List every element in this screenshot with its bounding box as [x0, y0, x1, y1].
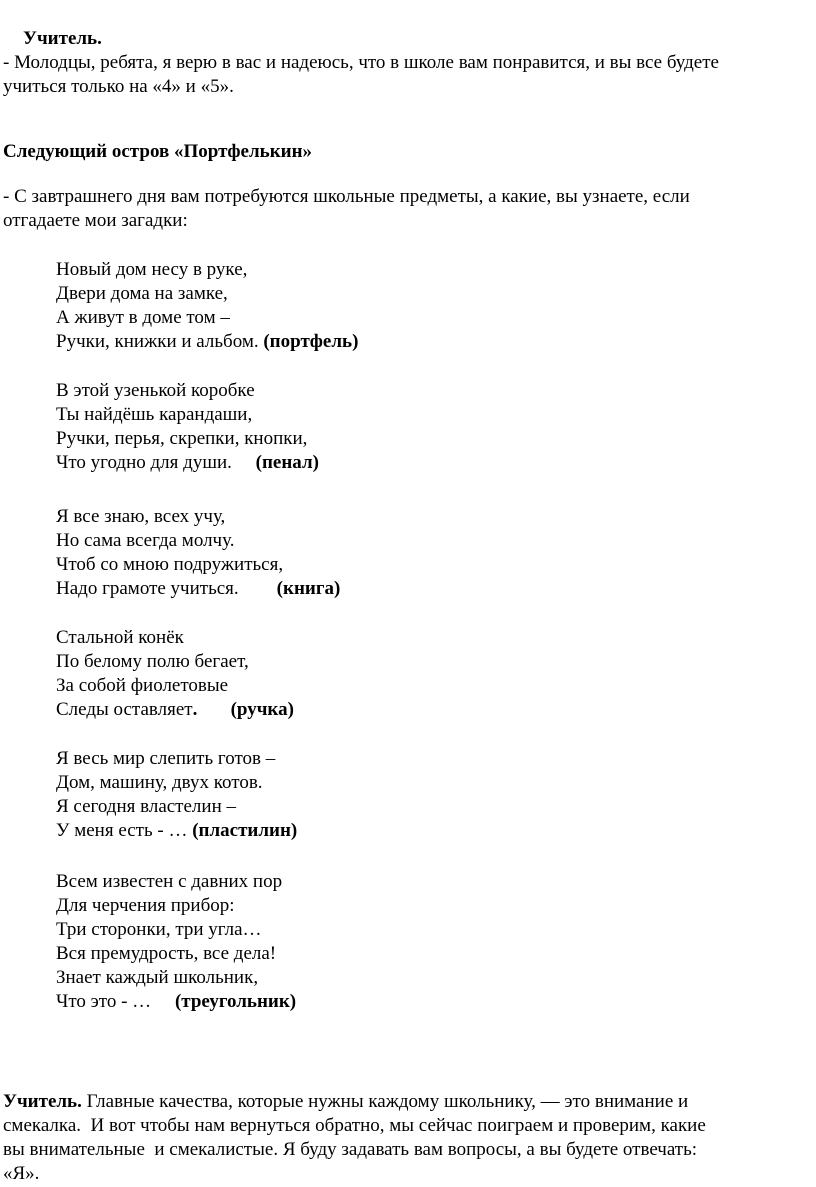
intro-speaker: Учитель. [23, 28, 102, 49]
riddle-line-text: Ручки, книжки и альбом. [56, 331, 264, 352]
riddle-ruchka [56, 626, 756, 722]
riddle-treugolnik [56, 870, 756, 1014]
final-line-rest: Главные качества, которые нужны каждому школьнику, — это внимание и [81, 1091, 689, 1112]
riddle-line: Знает каждый школьник, [56, 967, 259, 988]
riddle-line: Всем известен с давних пор [56, 871, 283, 892]
riddle-line: Новый дом несу в руке, [56, 259, 248, 280]
final-speaker: Учитель. [3, 1091, 82, 1112]
final-line: «Я». [3, 1163, 40, 1184]
riddle-line: Я сегодня властелин – [56, 796, 236, 817]
riddle-line: Стальной конёк [56, 627, 184, 648]
riddle-last-line [56, 577, 756, 601]
riddle-last-line [56, 819, 756, 843]
riddle-answer: (книга) [276, 578, 341, 599]
riddle-line-text: У меня есть - … [56, 820, 193, 841]
riddle-line: Три сторонки, три угла… [56, 919, 262, 940]
riddle-line: Но сама всегда молчу. [56, 530, 235, 551]
intro-line: учиться только на «4» и «5». [3, 76, 234, 97]
riddle-line: В этой узенькой коробке [56, 380, 255, 401]
riddle-last-line [56, 698, 756, 722]
riddle-line: Двери дома на замке, [56, 283, 228, 304]
riddle-answer: . (ручка) [192, 699, 294, 720]
section-line: - С завтрашнего дня вам потребуются школьные предметы, а какие, вы узнаете, если [3, 186, 690, 207]
riddle-line: Я все знаю, всех учу, [56, 506, 226, 527]
riddle-line-text: Надо грамоте учиться. [56, 578, 277, 599]
riddle-line-text: Что это - … [56, 991, 175, 1012]
riddle-last-line [56, 990, 756, 1014]
riddle-penal [56, 379, 756, 475]
riddle-line: Дом, машину, двух котов. [56, 772, 263, 793]
riddle-last-line [56, 451, 756, 475]
riddle-line: Вся премудрость, все дела! [56, 943, 277, 964]
intro-line: - Молодцы, ребята, я верю в вас и надеюсь, что в школе вам понравится, и вы все будете [3, 52, 719, 73]
section-paragraph [3, 185, 803, 233]
intro-paragraph [3, 51, 803, 99]
riddle-answer: (треугольник) [174, 991, 297, 1012]
riddle-line-text: Следы оставляет [56, 699, 193, 720]
riddle-line: За собой фиолетовые [56, 675, 229, 696]
section-line: отгадаете мои загадки: [3, 210, 188, 231]
riddle-last-line [56, 330, 756, 354]
riddle-line: Я весь мир слепить готов – [56, 748, 276, 769]
riddle-line-text: Что угодно для души. [56, 452, 256, 473]
riddle-answer: (пластилин) [192, 820, 298, 841]
riddle-line: Чтоб со мною подружиться, [56, 554, 284, 575]
section-heading: Следующий остров «Портфелькин» [3, 141, 313, 162]
riddle-plastilin [56, 747, 756, 843]
riddle-answer: (портфель) [263, 331, 359, 352]
riddle-line: Ты найдёшь карандаши, [56, 404, 253, 425]
riddle-kniga [56, 505, 756, 601]
riddle-line: По белому полю бегает, [56, 651, 249, 672]
final-paragraph [3, 1090, 803, 1186]
riddle-line: Для черчения прибор: [56, 895, 235, 916]
riddle-portfel [56, 258, 756, 354]
riddle-line: Ручки, перья, скрепки, кнопки, [56, 428, 308, 449]
final-line: смекалка. И вот чтобы нам вернуться обратно, мы сейчас поиграем и проверим, какие [3, 1115, 706, 1136]
riddle-line: А живут в доме том – [56, 307, 230, 328]
riddle-answer: (пенал) [255, 452, 319, 473]
final-line [3, 1090, 803, 1114]
final-line: вы внимательные и смекалистые. Я буду задавать вам вопросы, а вы будете отвечать: [3, 1139, 698, 1160]
